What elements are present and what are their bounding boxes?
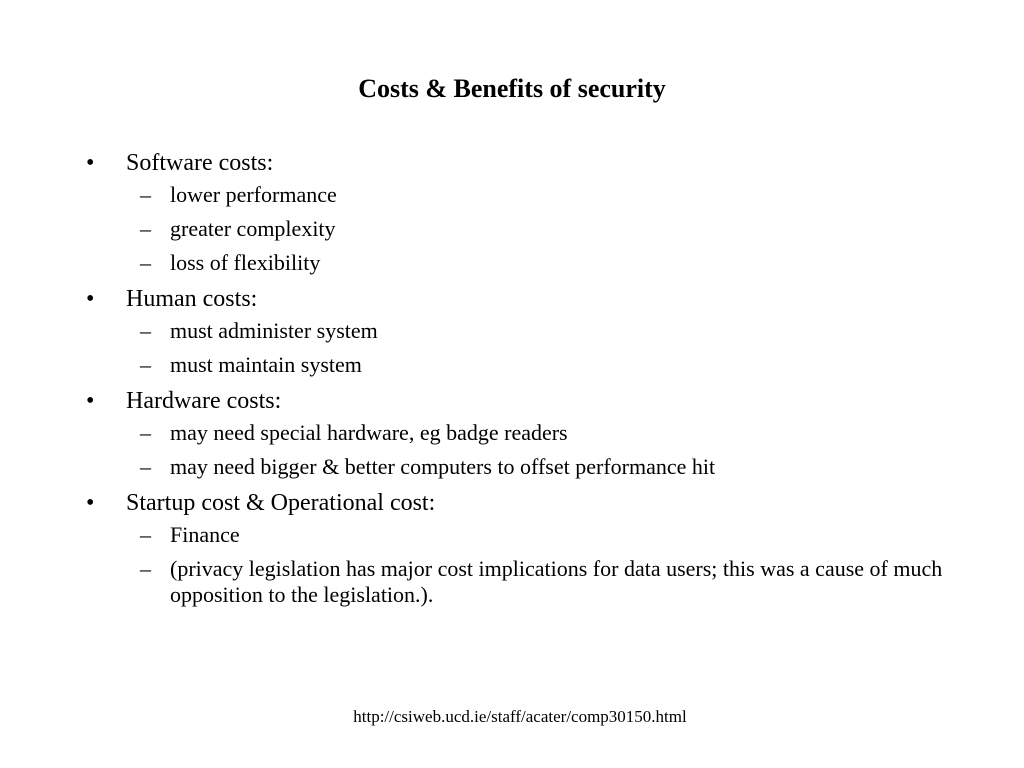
bullet-text: Software costs:	[126, 150, 274, 176]
dash-mark: –	[140, 352, 151, 377]
bullet-list	[84, 148, 944, 616]
dash-mark: –	[140, 556, 151, 581]
sub-text: Finance	[170, 522, 240, 547]
sub-text: loss of flexibility	[170, 250, 321, 275]
bullet-item-startup-operational-cost	[84, 488, 944, 518]
dash-mark: –	[140, 420, 151, 445]
sub-item	[84, 216, 944, 242]
sub-text: may need bigger & better computers to offset performance hit	[170, 454, 716, 479]
dash-mark: –	[140, 182, 151, 207]
bullet-text: Startup cost & Operational cost:	[126, 490, 436, 516]
sub-item	[84, 250, 944, 276]
sub-list-hardware-costs	[84, 420, 944, 480]
bullet-text: Human costs:	[126, 286, 258, 312]
sub-text: must maintain system	[170, 352, 362, 377]
bullet-mark: •	[86, 150, 95, 176]
dash-mark: –	[140, 216, 151, 241]
bullet-mark: •	[86, 490, 95, 516]
bullet-text: Hardware costs:	[126, 388, 282, 414]
slide-title: Costs & Benefits of security	[358, 74, 666, 103]
bullet-item-software-costs	[84, 148, 944, 178]
sub-text: greater complexity	[170, 216, 336, 241]
dash-mark: –	[140, 250, 151, 275]
sub-item	[84, 454, 944, 480]
sub-item	[84, 522, 944, 548]
sub-list-software-costs	[84, 182, 944, 276]
dash-mark: –	[140, 454, 151, 479]
sub-list-startup-operational-cost	[84, 522, 944, 608]
sub-text: may need special hardware, eg badge readers	[170, 420, 568, 445]
sub-text: lower performance	[170, 182, 337, 207]
footer-url: http://csiweb.ucd.ie/staff/acater/comp30150.html	[353, 707, 687, 726]
sub-item	[84, 318, 944, 344]
sub-item	[84, 352, 944, 378]
dash-mark: –	[140, 318, 151, 343]
dash-mark: –	[140, 522, 151, 547]
sub-list-human-costs	[84, 318, 944, 378]
bullet-item-hardware-costs	[84, 386, 944, 416]
bullet-mark: •	[86, 388, 95, 414]
bullet-item-human-costs	[84, 284, 944, 314]
sub-item	[84, 420, 944, 446]
bullet-mark: •	[86, 286, 95, 312]
sub-item	[84, 556, 944, 608]
sub-text: must administer system	[170, 318, 378, 343]
sub-text: (privacy legislation has major cost implications for data users; this was a cause of much opposition to the legislation.).	[170, 556, 943, 607]
sub-item	[84, 182, 944, 208]
